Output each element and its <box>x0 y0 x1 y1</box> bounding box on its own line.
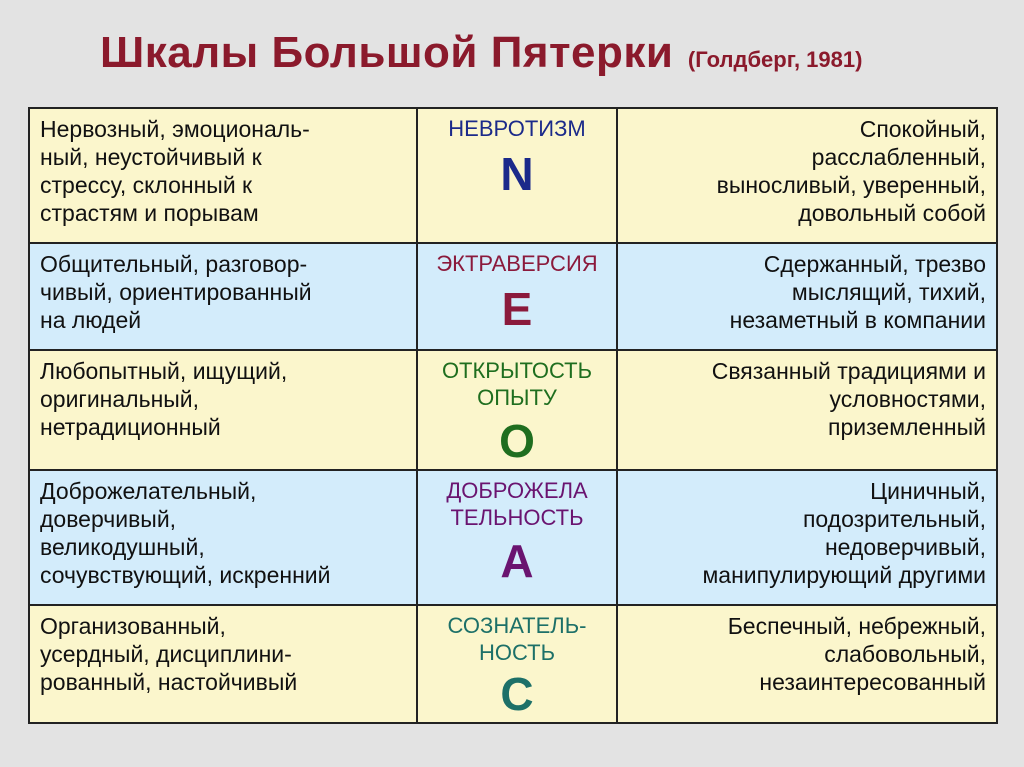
slide-title <box>100 28 1000 78</box>
high-pole-description: Общительный, разговор- чивый, ориентированный на людей <box>29 243 417 350</box>
trait-row-extraversion <box>29 243 997 350</box>
trait-name: ОТКРЫТОСТЬ ОПЫТУ <box>441 358 593 410</box>
low-pole-description: Сдержанный, трезво мыслящий, тихий, незаметный в компании <box>617 243 997 350</box>
trait-letter: E <box>501 283 533 335</box>
trait-letter: O <box>499 415 535 467</box>
trait-name: СОЗНАТЕЛЬ- НОСТЬ <box>447 613 587 665</box>
low-pole-description: Беспечный, небрежный, слабовольный, незаинтересованный <box>617 605 997 723</box>
trait-name: ДОБРОЖЕЛА ТЕЛЬНОСТЬ <box>446 478 588 530</box>
high-pole-description: Нервозный, эмоциональ- ный, неустойчивый к стрессу, склонный к страстям и порывам <box>29 108 417 243</box>
high-pole-description: Доброжелательный, доверчивый, великодушный, сочувствующий, искренний <box>29 470 417 605</box>
trait-name: ЭКТРАВЕРСИЯ <box>436 251 598 276</box>
trait-name: НЕВРОТИЗМ <box>448 116 586 141</box>
trait-row-openness <box>29 350 997 470</box>
trait-letter: C <box>500 668 534 720</box>
big-five-table <box>28 107 998 724</box>
high-pole-description: Любопытный, ищущий, оригинальный, нетрадиционный <box>29 350 417 470</box>
trait-cell <box>417 108 617 243</box>
trait-cell <box>417 350 617 470</box>
low-pole-description: Циничный, подозрительный, недоверчивый, манипулирующий другими <box>617 470 997 605</box>
low-pole-description: Связанный традициями и условностями, приземленный <box>617 350 997 470</box>
trait-row-agreeableness <box>29 470 997 605</box>
title-main: Шкалы Большой Пятерки <box>100 28 674 77</box>
trait-row-conscientiousness <box>29 605 997 723</box>
low-pole-description: Спокойный, расслабленный, выносливый, уверенный, довольный собой <box>617 108 997 243</box>
trait-cell <box>417 470 617 605</box>
trait-cell <box>417 243 617 350</box>
trait-cell <box>417 605 617 723</box>
title-citation: (Голдберг, 1981) <box>687 47 863 72</box>
trait-letter: N <box>500 148 534 200</box>
high-pole-description: Организованный, усердный, дисциплини- рованный, настойчивый <box>29 605 417 723</box>
trait-row-neuroticism <box>29 108 997 243</box>
trait-letter: A <box>500 535 534 587</box>
